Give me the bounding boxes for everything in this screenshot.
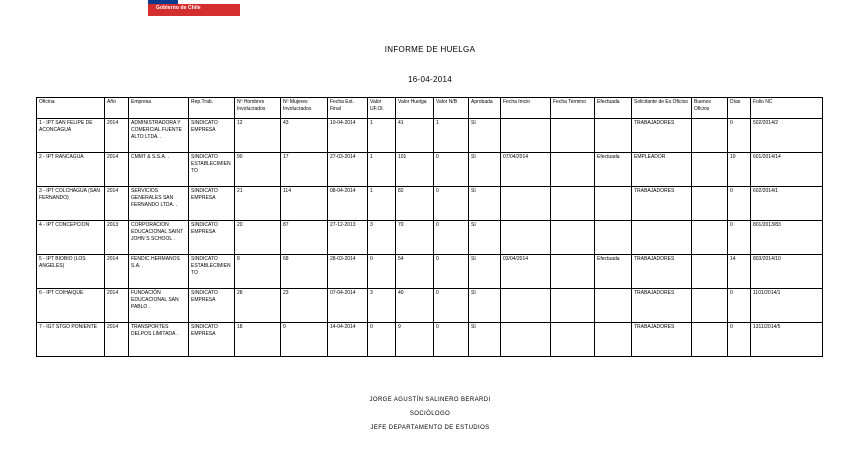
table-cell: 7 - IGT STGO PONIENTE <box>37 323 105 357</box>
table-cell <box>692 289 728 323</box>
column-header: Valor Huelga <box>396 98 434 119</box>
table-cell: 82 <box>396 187 434 221</box>
table-cell: 9 <box>396 323 434 357</box>
column-header: Nº Mujeres Involucrados <box>281 98 328 119</box>
table-cell: 43 <box>281 119 328 153</box>
table-cell: 0 <box>368 323 396 357</box>
table-cell: CMMT & S.S.A. . <box>129 153 189 187</box>
report-date: 16-04-2014 <box>408 75 452 84</box>
table-row <box>37 323 823 357</box>
table-cell: 8 <box>235 255 281 289</box>
table-cell: TRABAJADORES <box>632 323 692 357</box>
table-cell <box>551 289 595 323</box>
table-cell: 0 <box>728 289 751 323</box>
table-cell: 0 <box>728 323 751 357</box>
table-cell <box>632 221 692 255</box>
table-cell: 0 <box>434 153 469 187</box>
table-cell: 18 <box>235 323 281 357</box>
table-cell: SI <box>469 119 501 153</box>
table-cell: 3 - IPT COLCHAGUA (SAN FERNANDO) <box>37 187 105 221</box>
column-header: Fecha Termino <box>551 98 595 119</box>
table-cell: 28-03-2014 <box>328 255 368 289</box>
column-header: Empresa <box>129 98 189 119</box>
signature-position: JEFE DEPARTAMENTO DE ESTUDIOS <box>370 425 490 431</box>
table-row <box>37 187 823 221</box>
column-header: Buenos Oficios <box>692 98 728 119</box>
table-cell: 17 <box>281 153 328 187</box>
table-cell: 1311/2014/5 <box>751 323 823 357</box>
table-cell: 6 - IPT COIHAIQUE <box>37 289 105 323</box>
table-row <box>37 255 823 289</box>
table-cell: TRABAJADORES <box>632 119 692 153</box>
table-cell: 12 <box>235 119 281 153</box>
table-row <box>37 221 823 255</box>
table-cell: 114 <box>281 187 328 221</box>
table-cell: SI <box>469 187 501 221</box>
table-cell: 0 <box>281 323 328 357</box>
table-cell <box>551 221 595 255</box>
table-cell: SINDICATO EMPRESA <box>189 289 235 323</box>
table-cell: ADMINISTRADORA Y COMERCIAL FUENTE ALTO LTDA. . <box>129 119 189 153</box>
column-header: Efectuada <box>595 98 632 119</box>
table-cell: TRABAJADORES <box>632 289 692 323</box>
table-cell <box>501 119 551 153</box>
table-cell: 2014 <box>105 153 129 187</box>
table-cell: 2014 <box>105 255 129 289</box>
table-cell: FUNDACIÓN EDUCACIONAL SAN PABLO . <box>129 289 189 323</box>
table-cell <box>501 289 551 323</box>
table-cell: 803/2014/10 <box>751 255 823 289</box>
table-cell: 08-04-2014 <box>328 187 368 221</box>
table-cell: 23 <box>281 289 328 323</box>
table-cell: 10 <box>728 153 751 187</box>
table-cell: 801/2013/83 <box>751 221 823 255</box>
table-cell: 07-04-2014 <box>328 289 368 323</box>
table-cell: 07/04/2014 <box>501 153 551 187</box>
table-cell: 0 <box>434 221 469 255</box>
table-cell: 27-12-2013 <box>328 221 368 255</box>
column-header: Folio NC <box>751 98 823 119</box>
table-cell: 1101/2014/1 <box>751 289 823 323</box>
table-cell: 2 - IPT RANCAGUA <box>37 153 105 187</box>
table-cell: TRABAJADORES <box>632 187 692 221</box>
table-cell <box>692 119 728 153</box>
table-cell <box>501 323 551 357</box>
table-cell: 03/04/2014 <box>501 255 551 289</box>
table-cell <box>692 255 728 289</box>
table-cell: SI <box>469 255 501 289</box>
table-cell: TRABAJADORES <box>632 255 692 289</box>
table-cell: 2014 <box>105 289 129 323</box>
table-row <box>37 153 823 187</box>
column-header: Solicitante de Ex.Oficios <box>632 98 692 119</box>
signature-name: JORGE AGUSTÍN SALINERO BERARDI <box>369 397 491 403</box>
table-cell: 0 <box>434 323 469 357</box>
table-cell: 27-03-2014 <box>328 153 368 187</box>
column-header: Valor N/B <box>434 98 469 119</box>
table-cell <box>501 187 551 221</box>
table-cell: 10-04-2014 <box>328 119 368 153</box>
table-cell: 2014 <box>105 323 129 357</box>
table-cell <box>692 323 728 357</box>
table-cell <box>595 221 632 255</box>
table-cell: SINDICATO EMPRESA <box>189 221 235 255</box>
table-cell: 1 <box>368 187 396 221</box>
table-row <box>37 289 823 323</box>
table-cell: 601/2014/14 <box>751 153 823 187</box>
table-cell: 1 <box>368 153 396 187</box>
table-cell: SI <box>469 221 501 255</box>
table-cell: FENDIC HERMANOS S.A. . <box>129 255 189 289</box>
table-cell: SI <box>469 153 501 187</box>
table-cell: 5 - IPT BIOBIO (LOS ANGELES) <box>37 255 105 289</box>
column-header: Nº Hombres Involucrados <box>235 98 281 119</box>
column-header: Rep.Trab. <box>189 98 235 119</box>
table-cell: 70 <box>396 221 434 255</box>
table-cell: 4 - IPT CONCEPCION <box>37 221 105 255</box>
table-cell: SINDICATO EMPRESA <box>189 119 235 153</box>
table-cell: 0 <box>728 187 751 221</box>
table-cell: SI <box>469 289 501 323</box>
column-header: Fecha Inicio <box>501 98 551 119</box>
table-cell <box>501 221 551 255</box>
table-cell <box>551 255 595 289</box>
table-cell: 0 <box>728 119 751 153</box>
gobierno-logo <box>148 0 240 16</box>
table-body <box>37 119 823 357</box>
table-cell: 41 <box>396 119 434 153</box>
column-header: Aprobada <box>469 98 501 119</box>
table-cell: 2014 <box>105 187 129 221</box>
table-cell: 3 <box>368 221 396 255</box>
table-cell <box>692 221 728 255</box>
table-cell <box>692 187 728 221</box>
table-cell: 2013 <box>105 221 129 255</box>
table-cell <box>692 153 728 187</box>
table-cell: SINDICATO ESTABLECIMIENTO <box>189 153 235 187</box>
logo-text: Gobierno de Chile <box>156 5 201 11</box>
table-cell: 90 <box>235 153 281 187</box>
table-cell: SERVICIOS GENERALES SAN FERNANDO LTDA. . <box>129 187 189 221</box>
table-cell: EMPLEADOR <box>632 153 692 187</box>
table-row <box>37 119 823 153</box>
table-cell: 2014 <box>105 119 129 153</box>
table-cell: 14 <box>728 255 751 289</box>
table-cell: 1 - IPT SAN FELIPE DE ACONCAGUA <box>37 119 105 153</box>
strike-report-table <box>36 97 823 357</box>
table-cell: 602/2014/1 <box>751 187 823 221</box>
table-cell: 40 <box>396 289 434 323</box>
table-cell: 87 <box>281 221 328 255</box>
column-header: Valor UF.Ol. <box>368 98 396 119</box>
table-cell: 68 <box>281 255 328 289</box>
table-cell: 101 <box>396 153 434 187</box>
table-header-row <box>37 98 823 119</box>
table-cell: SI <box>469 323 501 357</box>
table-cell: 3 <box>368 289 396 323</box>
table-cell: Efectuada <box>595 153 632 187</box>
table-cell <box>595 119 632 153</box>
table-cell: 1 <box>368 119 396 153</box>
table-cell <box>551 153 595 187</box>
table-cell: TRANSPORTES DELPOS LIMITADA . <box>129 323 189 357</box>
table-cell: 0 <box>368 255 396 289</box>
table-cell: SINDICATO EMPRESA <box>189 187 235 221</box>
table-cell: 502/2014/2 <box>751 119 823 153</box>
column-header: Año <box>105 98 129 119</box>
table-cell: 0 <box>434 187 469 221</box>
table-cell <box>595 187 632 221</box>
report-title: INFORME DE HUELGA <box>384 45 476 54</box>
table-cell: Efectuada <box>595 255 632 289</box>
table-cell: SINDICATO ESTABLECIMIENTO <box>189 255 235 289</box>
table-cell: CORPORACION EDUCACIONAL SAINT JOHN´S SCHOOL . <box>129 221 189 255</box>
table-cell <box>551 323 595 357</box>
column-header: Fecha Ext. Final <box>328 98 368 119</box>
table-cell: 21 <box>235 187 281 221</box>
table-cell: 20 <box>235 221 281 255</box>
table-cell: 0 <box>434 255 469 289</box>
column-header: Oficina <box>37 98 105 119</box>
table-cell: 28 <box>235 289 281 323</box>
table-cell: 0 <box>434 289 469 323</box>
table-cell <box>551 187 595 221</box>
table-cell: 0 <box>728 221 751 255</box>
signature-role: SOCIÓLOGO <box>409 411 451 417</box>
table-cell: 14-04-2014 <box>328 323 368 357</box>
column-header: Días <box>728 98 751 119</box>
table-cell: 1 <box>434 119 469 153</box>
table-cell: 54 <box>396 255 434 289</box>
table-cell <box>595 289 632 323</box>
table-cell <box>551 119 595 153</box>
table-cell: SINDICATO EMPRESA <box>189 323 235 357</box>
table-cell <box>595 323 632 357</box>
